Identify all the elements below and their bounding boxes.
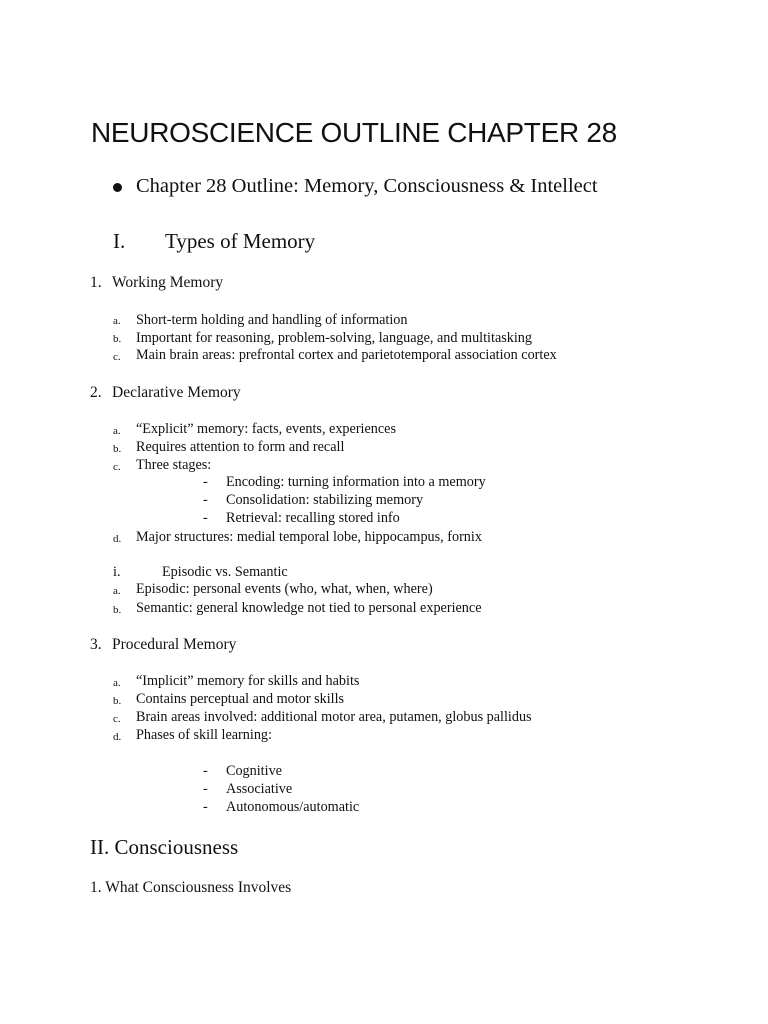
subsection-number: 3.: [90, 636, 102, 653]
list-item: Requires attention to form and recall: [136, 439, 345, 455]
list-marker: c.: [113, 461, 121, 473]
list-item: Major structures: medial temporal lobe, hippocampus, fornix: [136, 529, 482, 545]
section-title: Types of Memory: [165, 229, 316, 253]
dash-marker: -: [203, 763, 208, 779]
list-item: Episodic: personal events (who, what, when, where): [136, 581, 433, 597]
phase-item: Associative: [226, 781, 293, 797]
list-marker: b.: [113, 333, 122, 345]
list-marker: a.: [113, 425, 121, 437]
phase-item: Cognitive: [226, 763, 282, 779]
list-marker: d.: [113, 533, 122, 545]
subsection-number: 1.: [90, 274, 102, 291]
roman-item: Episodic vs. Semantic: [162, 564, 288, 580]
list-item: Three stages:: [136, 457, 212, 473]
list-item: Phases of skill learning:: [136, 727, 272, 743]
stage-item: Consolidation: stabilizing memory: [226, 492, 424, 508]
list-marker: b.: [113, 695, 122, 707]
phase-item: Autonomous/automatic: [226, 799, 360, 815]
chapter-bullet: Chapter 28 Outline: Memory, Consciousness & Intellect: [136, 175, 598, 197]
document-title: NEUROSCIENCE OUTLINE CHAPTER 28: [91, 117, 617, 148]
stage-item: Retrieval: recalling stored info: [226, 510, 400, 526]
list-marker: b.: [113, 604, 122, 616]
dash-marker: -: [203, 799, 208, 815]
bullet-dot-icon: [113, 183, 122, 192]
subsection-title: Procedural Memory: [112, 636, 237, 653]
list-item: Main brain areas: prefrontal cortex and parietotemporal association cortex: [136, 347, 557, 363]
subsection-title: 1. What Consciousness Involves: [90, 879, 292, 896]
dash-marker: -: [203, 781, 208, 797]
section-numeral: I.: [113, 229, 126, 253]
list-marker: a.: [113, 585, 121, 597]
list-marker: d.: [113, 731, 122, 743]
dash-marker: -: [203, 474, 208, 490]
list-marker: b.: [113, 443, 122, 455]
list-marker: a.: [113, 315, 121, 327]
list-marker: c.: [113, 713, 121, 725]
list-item: Semantic: general knowledge not tied to personal experience: [136, 600, 482, 616]
dash-marker: -: [203, 510, 208, 526]
list-item: Contains perceptual and motor skills: [136, 691, 345, 707]
list-marker: a.: [113, 677, 121, 689]
roman-marker: i.: [113, 564, 121, 580]
list-item: Short-term holding and handling of information: [136, 312, 408, 328]
list-item: “Implicit” memory for skills and habits: [136, 673, 360, 689]
stage-item: Encoding: turning information into a memory: [226, 474, 486, 490]
list-marker: c.: [113, 351, 121, 363]
subsection-title: Declarative Memory: [112, 384, 241, 401]
subsection-title: Working Memory: [112, 274, 224, 291]
section-title: II. Consciousness: [90, 835, 239, 859]
subsection-number: 2.: [90, 384, 102, 401]
dash-marker: -: [203, 492, 208, 508]
list-item: “Explicit” memory: facts, events, experiences: [136, 421, 396, 437]
list-item: Important for reasoning, problem-solving, language, and multitasking: [136, 330, 532, 346]
list-item: Brain areas involved: additional motor area, putamen, globus pallidus: [136, 709, 532, 725]
